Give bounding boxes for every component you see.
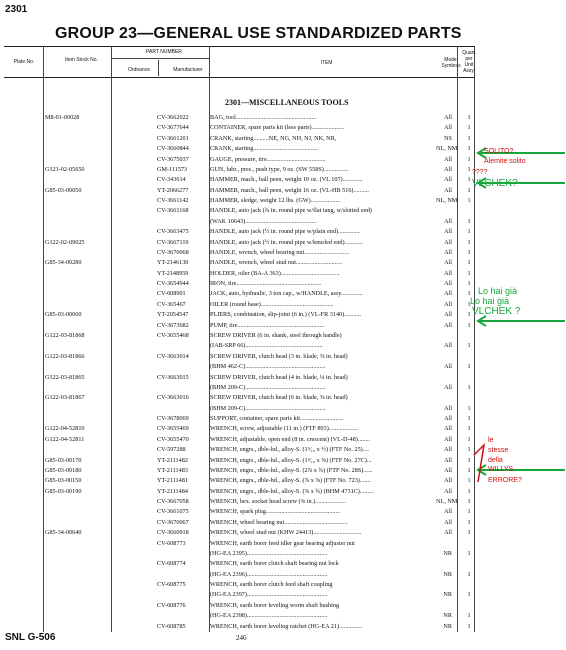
model-symbols-cell: All	[444, 186, 452, 194]
model-symbols-cell: NL, NM	[436, 197, 458, 205]
manufacturer-number-cell: YT-2111483	[157, 466, 188, 474]
model-symbols-cell: All	[444, 217, 452, 225]
item-description-cell: HANDLE, wrench, wheel stud nut..............................	[210, 259, 343, 267]
stock-number-cell: G122-04-52810	[45, 425, 85, 433]
stock-number-cell: G85-03-00150	[45, 477, 82, 485]
manufacturer-number-cell: GM-111573	[157, 165, 188, 173]
item-description-cell: CONTAINER, spare parts kit (less parts).....................	[210, 124, 345, 132]
stock-number-cell: G85-34-00640	[45, 529, 82, 537]
item-description-cell: WRENCH, hex. socket head screw (⅜ in.)....................	[210, 498, 347, 506]
item-description-cell: WRENCH, engrs., dble-hd., alloy-S. (⅞ x ¾) (BHM 4731C).........	[210, 487, 374, 495]
item-description-cell: IRON, tire.......................................................	[210, 280, 322, 288]
annotation-willys: WILLYS	[488, 466, 514, 473]
item-description-cell: HANDLE, auto jack (½ in. round pipe w/knurled end)............	[210, 238, 364, 246]
item-description-cell: HAMMER, sledge, weight 12 lbs. (GW)...................	[210, 197, 341, 205]
manufacturer-number-cell: CV-3661142	[157, 197, 189, 205]
item-description-cell: WRENCH, screw, adjustable (11 in.) (FTF 893)...................	[210, 425, 359, 433]
item-description-cell: WRENCH, engrs., dble-hd., alloy-S. (⅞ x ⅝) (FTF No. 723).......	[210, 477, 371, 485]
quantity-cell: 1	[467, 591, 471, 599]
col-stock-header: Item Stock No.	[65, 57, 98, 63]
model-symbols-cell: All	[444, 466, 452, 474]
manufacturer-number-cell: CV-608901	[157, 290, 186, 298]
quantity-cell: 1	[467, 477, 471, 485]
item-description-cell: WRENCH, earth borer feed idler gear bearing adjuster nut	[210, 539, 355, 547]
manufacturer-number-cell: YT-2066277	[157, 186, 189, 194]
item-description-cell: (IAB-SRP 66)..................................................	[210, 342, 323, 350]
quantity-cell: 1	[467, 456, 471, 464]
manufacturer-number-cell: YT-2148959	[157, 269, 189, 277]
model-symbols-cell: NR	[443, 549, 452, 557]
manufacturer-number-cell: CV-3661168	[157, 207, 189, 215]
item-description-cell: WRENCH, earth borer leveling ratchet (HG-EA 21)...............	[210, 622, 363, 630]
footer-page-number: 246	[236, 634, 247, 642]
col-plate-header: Plate No.	[13, 59, 35, 65]
manufacturer-number-cell: CV-343614	[157, 176, 186, 184]
model-symbols-cell: All	[444, 165, 452, 173]
manufacturer-number-cell: CV-3661201	[157, 134, 189, 142]
manufacturer-number-cell: CV-608785	[157, 622, 186, 630]
quantity-cell: 1	[467, 498, 471, 506]
col-part-number-header: PART NUMBER	[146, 49, 182, 55]
item-description-cell: HANDLE, wrench, wheel bearing nut.............................	[210, 248, 350, 256]
quantity-cell: 1	[467, 238, 471, 246]
annotation-vlchek-1: VLCHEK?	[472, 178, 518, 189]
quantity-cell: 1	[467, 248, 471, 256]
section-title: 2301—MISCELLANEOUS TOOLS	[225, 98, 349, 107]
quantity-cell: 1	[467, 404, 471, 412]
model-symbols-cell: All	[444, 435, 452, 443]
stock-number-cell: G122-03-81867	[45, 394, 85, 402]
quantity-cell: 1	[467, 487, 471, 495]
item-description-cell: (HG-EA 2398)....................................................	[210, 612, 328, 620]
model-symbols-cell: All	[444, 321, 452, 329]
quantity-cell: 1	[467, 124, 471, 132]
model-symbols-cell: All	[444, 228, 452, 236]
manufacturer-number-cell: CV-3670067	[157, 518, 189, 526]
item-description-cell: (HG-EA 2395)....................................................	[210, 549, 328, 557]
stock-number-cell: G85-03-00190	[45, 487, 82, 495]
stock-number-cell: M8-01-00028	[45, 114, 80, 121]
model-symbols-cell: All	[444, 290, 452, 298]
annotation-errore: ERRORE?	[488, 477, 522, 484]
stock-number-cell: G122-02-09025	[45, 238, 85, 246]
manufacturer-number-cell: CV-3655468	[157, 331, 189, 339]
manufacturer-number-cell: CV-3655470	[157, 435, 189, 443]
quantity-cell: 1	[467, 508, 471, 516]
col-ordnance-header: Ordnance	[128, 67, 150, 73]
red-bracket-icon	[474, 445, 484, 482]
item-description-cell: HOLDER, oiler (BA-A 363)......................................	[210, 269, 340, 277]
item-description-cell: OILER (round base)...............................................	[210, 300, 334, 308]
quantity-cell: 1	[467, 165, 471, 173]
quantity-cell: 1	[467, 446, 471, 454]
model-symbols-cell: All	[444, 248, 452, 256]
model-symbols-cell: NL, NM	[436, 498, 458, 506]
quantity-cell: 1	[467, 415, 471, 423]
model-symbols-cell: All	[444, 259, 452, 267]
manufacturer-number-cell: CV-3661075	[157, 508, 189, 516]
manufacturer-number-cell: CV-3654944	[157, 280, 189, 288]
model-symbols-cell: All	[444, 404, 452, 412]
quantity-cell: 1	[467, 518, 471, 526]
model-symbols-cell: All	[444, 238, 452, 246]
manufacturer-number-cell: CV-608774	[157, 560, 186, 568]
stock-number-cell: G122-04-52811	[45, 435, 85, 443]
model-symbols-cell: All	[444, 456, 452, 464]
quantity-cell: 1	[467, 311, 471, 319]
model-symbols-cell: All	[444, 363, 452, 371]
item-description-cell: GAUGE, pressure, tire......................................	[210, 155, 326, 163]
manufacturer-number-cell: YT-2111484	[157, 487, 188, 495]
quantity-cell: 1	[467, 425, 471, 433]
item-description-cell: SCREW DRIVER (6 in. shank, steel through handle)	[210, 331, 342, 339]
manufacturer-number-cell: CV-3675037	[157, 155, 189, 163]
manufacturer-number-cell: CV-597288	[157, 446, 186, 454]
model-symbols-cell: All	[444, 269, 452, 277]
col-manufacturer-header: Manufacturer	[173, 67, 203, 73]
manufacturer-number-cell: CV-3663014	[157, 352, 189, 360]
col-item-header: ITEM	[320, 60, 333, 66]
model-symbols-cell: All	[444, 114, 452, 121]
item-description-cell: CRANK, starting..........NE, NG, NH, NJ, NK, NR,	[210, 134, 337, 142]
manufacturer-number-cell: CV-365467	[157, 300, 186, 308]
item-description-cell: GUN, lubr., pres., push type, 9 oz. (SW 558S)................	[210, 165, 349, 173]
model-symbols-cell: NR	[443, 591, 452, 599]
model-symbols-cell: NL, NM	[436, 145, 458, 153]
quantity-cell: 1	[467, 383, 471, 391]
quantity-cell: 1	[467, 176, 471, 184]
manufacturer-number-cell: CV-3660844	[157, 145, 189, 153]
col-qty-header: Quan. per Unit Assy.	[462, 50, 476, 74]
annotation-lohai-1: Lo hai già	[478, 286, 518, 296]
quantity-cell: 1	[467, 114, 471, 121]
quantity-cell: 1	[467, 342, 471, 350]
manufacturer-number-cell: YT-2111482	[157, 456, 188, 464]
manufacturer-number-cell: CV-3663015	[157, 373, 189, 381]
model-symbols-cell: All	[444, 124, 452, 132]
quantity-cell: 1	[467, 259, 471, 267]
item-description-cell: WRENCH, earth borer clutch feed shaft coupling	[210, 581, 333, 589]
item-description-cell: (HG-EA 2397)....................................................	[210, 591, 328, 599]
item-description-cell: WRENCH, earth borer clutch shaft bearing nut lock	[210, 560, 339, 568]
quantity-cell: 1	[467, 466, 471, 474]
manufacturer-number-cell: YT-2111481	[157, 477, 188, 485]
stock-number-cell: G122-03-81868	[45, 331, 85, 339]
item-description-cell: WRENCH, wheel stud nut (KHW 24413)...............................	[210, 529, 362, 537]
model-symbols-cell: NR	[443, 612, 452, 620]
model-symbols-cell: NR	[443, 622, 452, 630]
manufacturer-number-cell: CV-3673682	[157, 321, 189, 329]
manufacturer-number-cell: YT-2054547	[157, 311, 189, 319]
col-model-header: Model Symbols	[441, 57, 461, 69]
manufacturer-number-cell: CV-3667058	[157, 498, 189, 506]
manufacturer-number-cell: CV-3667119	[157, 238, 189, 246]
stock-number-cell: G85-03-00050	[45, 186, 82, 194]
item-description-cell: CRANK, starting..........................................	[210, 145, 319, 153]
manufacturer-number-cell: CV-3662022	[157, 114, 189, 121]
model-symbols-cell: All	[444, 176, 452, 184]
item-description-cell: SCREW DRIVER, clutch head (3 in. blade, ⅝ in. head)	[210, 352, 348, 360]
item-description-cell: (BHM 209-C)....................................................	[210, 404, 326, 412]
item-description-cell: WRENCH, engrs., dble-hd., alloy-S. (1⁵⁄₁₆ x ⅝) (FTF No. 27C)...	[210, 456, 372, 464]
item-description-cell: HAMMER, mach., ball peen, weight 10 oz. (VL 107).............	[210, 176, 363, 184]
model-symbols-cell: All	[444, 487, 452, 495]
manufacturer-number-cell: YT-2146130	[157, 259, 189, 267]
quantity-cell: 1	[467, 363, 471, 371]
model-symbols-cell: All	[444, 415, 452, 423]
item-description-cell: SCREW DRIVER, clutch head (4 in. blade, ¼ in. head)	[210, 373, 348, 381]
annotation-alemite: Alemite solito	[484, 158, 526, 165]
quantity-cell: 1	[467, 570, 471, 578]
quantity-cell: 1	[467, 280, 471, 288]
quantity-cell: 1	[467, 145, 471, 153]
model-symbols-cell: All	[444, 311, 452, 319]
model-symbols-cell: All	[444, 425, 452, 433]
stock-number-cell: G121-02-05650	[45, 165, 85, 173]
quantity-cell: 1	[467, 155, 471, 163]
item-description-cell: (HG-EA 2396)....................................................	[210, 570, 328, 578]
stock-number-cell: G85-03-00180	[45, 466, 82, 474]
annotation-qmarks: ????	[472, 169, 488, 176]
item-description-cell: WRENCH, earth borer leveling worm shaft bushing	[210, 601, 340, 609]
page-number: 2301	[5, 4, 28, 15]
quantity-cell: 1	[467, 186, 471, 194]
quantity-cell: 1	[467, 612, 471, 620]
item-description-cell: (WAK 10643)..............................................	[210, 217, 317, 225]
annotation-stesse: stesse	[488, 447, 509, 454]
manufacturer-number-cell: CV-3670068	[157, 248, 189, 256]
manufacturer-number-cell: CV-3678069	[157, 415, 189, 423]
annotation-lohai-2: Lo hai già	[470, 296, 510, 306]
quantity-cell: 1	[467, 134, 471, 142]
item-description-cell: SCREW DRIVER, clutch head (6 in. blade, ⅝ in. head)	[210, 394, 348, 402]
manufacturer-number-cell: CV-3663016	[157, 394, 189, 402]
quantity-cell: 1	[467, 435, 471, 443]
manufacturer-number-cell: CV-608776	[157, 601, 186, 609]
item-description-cell: WRENCH, spark plug................................................	[210, 508, 341, 516]
model-symbols-cell: NS	[444, 134, 452, 142]
model-symbols-cell: All	[444, 529, 452, 537]
manufacturer-number-cell: CV-3663475	[157, 228, 189, 236]
stock-number-cell: G122-03-81865	[45, 373, 85, 381]
quantity-cell: 1	[467, 549, 471, 557]
quantity-cell: 1	[467, 300, 471, 308]
model-symbols-cell: All	[444, 508, 452, 516]
annotation-le: le	[488, 437, 494, 444]
manufacturer-number-cell: CV-608775	[157, 581, 186, 589]
quantity-cell: 1	[467, 269, 471, 277]
footer-document-code: SNL G-506	[5, 632, 56, 643]
manufacturer-number-cell: CV-608773	[157, 539, 186, 547]
quantity-cell: 1	[467, 217, 471, 225]
item-description-cell: WRENCH, engrs., dble-hd., alloy-S. (2⅞ x ¾) (FTF No. 28S)......	[210, 466, 373, 474]
quantity-cell: 1	[467, 228, 471, 236]
item-description-cell: PLIERS, combination, slip-joint (6 in.) (VL-FR 3140)...........	[210, 311, 362, 319]
item-description-cell: HANDLE, auto jack (½ in. round pipe w/plain end)..............	[210, 228, 360, 236]
annotation-solito: SOLITO?	[484, 148, 514, 155]
stock-number-cell: G122-03-81866	[45, 352, 85, 360]
manufacturer-number-cell: CV-3677644	[157, 124, 189, 132]
manufacturer-number-cell: CV-3655469	[157, 425, 189, 433]
annotation-vlchek-2: VLCHEK ?	[472, 306, 521, 317]
quantity-cell: 1	[467, 622, 471, 630]
model-symbols-cell: All	[444, 300, 452, 308]
stock-number-cell: G85-03-00060	[45, 311, 82, 319]
quantity-cell: 1	[467, 321, 471, 329]
model-symbols-cell: All	[444, 446, 452, 454]
item-description-cell: HANDLE, auto jack (¾ in. round pipe w/flat tang, w/slotted end)	[210, 207, 372, 215]
model-symbols-cell: All	[444, 477, 452, 485]
item-description-cell: WRENCH, engrs., dble-hd., alloy-S. (1⁵⁄₁₆ x ½) (FTF No. 25)....	[210, 446, 369, 454]
item-description-cell: BAG, tool....................................................	[210, 114, 317, 121]
stock-number-cell: G85-34-00280	[45, 259, 82, 267]
quantity-cell: 1	[467, 197, 471, 205]
quantity-cell: 1	[467, 529, 471, 537]
quantity-cell: 1	[467, 290, 471, 298]
page-title: GROUP 23—GENERAL USE STANDARDIZED PARTS	[55, 25, 462, 42]
item-description-cell: HAMMER, mach., ball peen, weight 16 oz. (VL-HB 516)..........	[210, 186, 369, 194]
model-symbols-cell: All	[444, 518, 452, 526]
item-description-cell: (BHM 209-C)....................................................	[210, 383, 326, 391]
item-description-cell: PUMP, tire........................................................	[210, 321, 325, 329]
model-symbols-cell: All	[444, 280, 452, 288]
annotation-della: della	[488, 457, 503, 464]
item-description-cell: WRENCH, adjustable, open end (8 in. crescent) (VL-D-48)........	[210, 435, 371, 443]
item-description-cell: JACK, auto, hydraulic, 3 ton cap., w/HANDLE, assy..............	[210, 290, 363, 298]
item-description-cell: SUPPORT, container, spare parts kit............................	[210, 415, 344, 423]
model-symbols-cell: All	[444, 155, 452, 163]
manufacturer-number-cell: CV-3660918	[157, 529, 189, 537]
model-symbols-cell: All	[444, 383, 452, 391]
model-symbols-cell: All	[444, 342, 452, 350]
stock-number-cell: G85-03-00170	[45, 456, 82, 464]
item-description-cell: (BHM 462-C)....................................................	[210, 363, 326, 371]
model-symbols-cell: NR	[443, 570, 452, 578]
item-description-cell: WRENCH, wheel bearing nut.........................................	[210, 518, 348, 526]
